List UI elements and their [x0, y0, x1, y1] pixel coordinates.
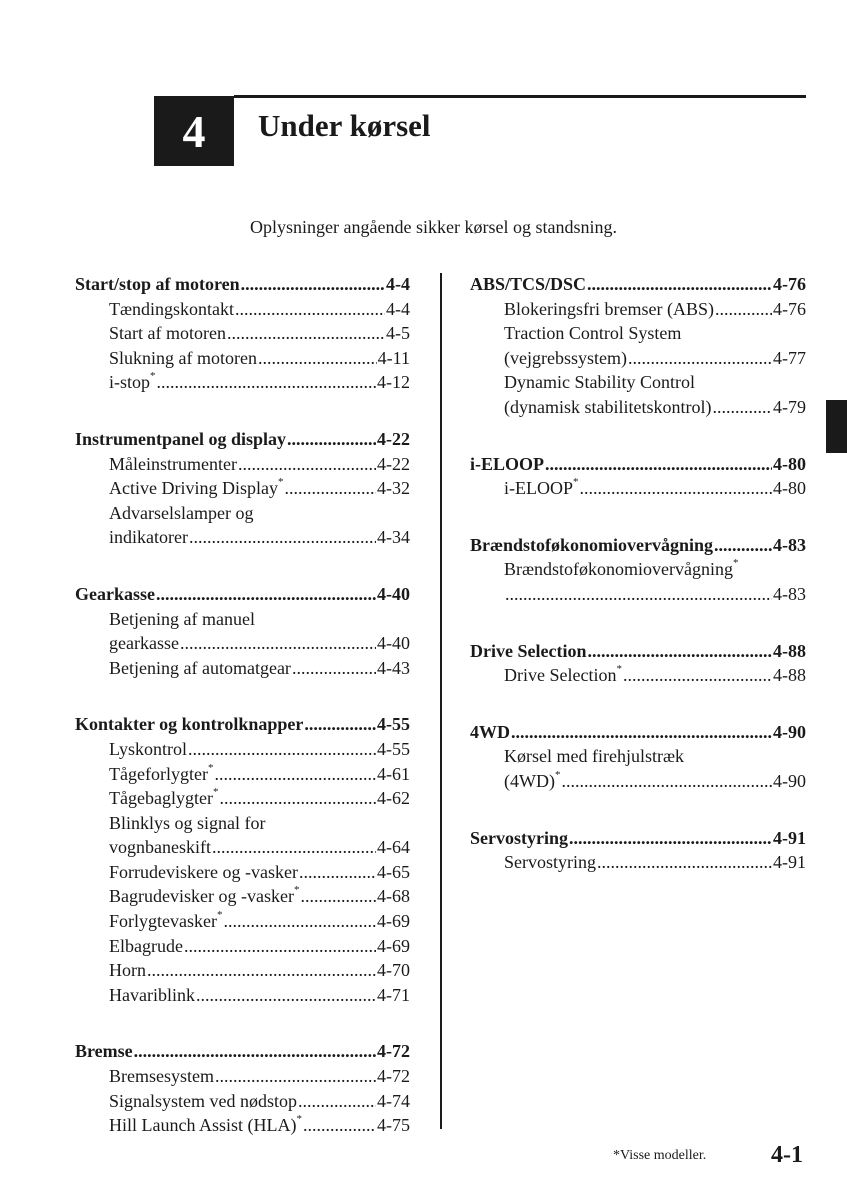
toc-entry[interactable] [75, 811, 410, 836]
toc-entry[interactable] [75, 786, 410, 811]
toc-entry-label: Kørsel med firehjulstræk [504, 746, 684, 767]
toc-entry-continuation-label: gearkasse [109, 633, 179, 654]
toc-entry-page: 4-69 [377, 911, 410, 932]
toc-entry[interactable] [75, 909, 410, 934]
toc-section-heading-label: Servostyring [470, 827, 568, 848]
toc-entry[interactable] [470, 297, 806, 322]
leader-dots [180, 631, 376, 656]
toc-entry-continuation[interactable] [470, 769, 806, 794]
toc-entry[interactable] [75, 983, 410, 1008]
toc-entry-continuation-page: 4-79 [773, 396, 806, 417]
toc-section-heading-label: i-ELOOP [470, 453, 545, 474]
toc-entry-label: Betjening af automatgear [109, 657, 291, 678]
toc-entry-page: 4-4 [386, 298, 410, 319]
toc-section-heading-label: Instrumentpanel og display [75, 428, 287, 449]
toc-entry-continuation-page: 4-83 [773, 583, 806, 604]
toc-entry-label: Brændstoføkonomiovervågning* [504, 557, 739, 580]
toc-entry[interactable] [75, 1113, 410, 1138]
toc-entry[interactable] [75, 1064, 410, 1089]
toc-section-heading-page: 4-91 [773, 827, 806, 848]
toc-entry-page: 4-69 [377, 935, 410, 956]
leader-dots [134, 1039, 376, 1064]
toc-entry-continuation-page: 4-77 [773, 347, 806, 368]
toc-section-heading[interactable] [470, 826, 806, 851]
leader-dots [561, 769, 772, 794]
leader-dots [223, 909, 376, 934]
leader-dots [227, 321, 385, 346]
toc-entry-label: Signalsystem ved nødstop [109, 1090, 297, 1111]
leader-dots [580, 476, 773, 501]
leader-dots [147, 958, 376, 983]
toc-entry-label: Tågebaglygter* [109, 786, 219, 809]
toc-entry[interactable] [75, 762, 410, 787]
leader-dots [587, 639, 772, 664]
toc-section [75, 582, 410, 680]
toc-entry[interactable] [75, 501, 410, 526]
toc-entry-label: Forlygtevasker* [109, 909, 223, 932]
toc-entry-label: Horn [109, 960, 146, 981]
toc-entry-label: Bremsesystem [109, 1066, 214, 1087]
toc-entry[interactable] [470, 476, 806, 501]
toc-entry[interactable] [75, 607, 410, 632]
chapter-side-tab [826, 400, 847, 453]
toc-entry-label: i-ELOOP* [504, 476, 579, 499]
leader-dots [219, 786, 376, 811]
toc-entry-label: Advarselslamper og [109, 502, 254, 523]
leader-dots [215, 1064, 376, 1089]
toc-entry-label: Active Driving Display* [109, 476, 284, 499]
toc-entry-label: Lyskontrol [109, 738, 188, 759]
toc-section-heading[interactable] [75, 272, 410, 297]
toc-entry-continuation-label: (4WD)* [504, 768, 561, 791]
toc-entry-label: Bagrudevisker og -vasker* [109, 884, 300, 907]
toc-entry-page: 4-74 [377, 1090, 410, 1111]
leader-dots [300, 884, 376, 909]
toc-section-heading-page: 4-22 [377, 428, 410, 449]
toc-entry-page: 4-11 [377, 347, 410, 368]
toc-entry-continuation[interactable] [75, 631, 410, 656]
toc-entry-label: Tågeforlygter* [109, 761, 214, 784]
toc-entry-continuation[interactable] [470, 582, 806, 607]
toc-entry-continuation[interactable] [470, 346, 806, 371]
toc-entry-page: 4-80 [773, 478, 806, 499]
toc-section-heading-page: 4-80 [773, 453, 806, 474]
toc-entry[interactable] [470, 557, 806, 582]
footnote: *Visse modeller. [613, 1148, 707, 1163]
toc-section-heading[interactable] [470, 639, 806, 664]
toc-entry-label: Traction Control System [504, 323, 682, 344]
leader-dots [505, 582, 772, 607]
toc-entry-page: 4-55 [377, 738, 410, 759]
toc-section-heading-label: Drive Selection [470, 640, 587, 661]
toc-entry-continuation[interactable] [75, 835, 410, 860]
toc-entry-page: 4-68 [377, 886, 410, 907]
toc-entry-label: Måleinstrumenter [109, 453, 237, 474]
toc-entry[interactable] [75, 321, 410, 346]
toc-entry-page: 4-32 [377, 478, 410, 499]
toc-entry[interactable] [75, 860, 410, 885]
toc-entry-page: 4-91 [773, 852, 806, 873]
leader-dots [587, 272, 772, 297]
leader-dots [238, 452, 376, 477]
toc-entry-page: 4-12 [377, 372, 410, 393]
toc-section-heading-page: 4-72 [377, 1041, 410, 1062]
leader-dots [189, 525, 376, 550]
leader-dots [569, 826, 772, 851]
toc-entry-continuation-label: indikatorer [109, 527, 188, 548]
leader-dots [196, 983, 376, 1008]
toc-section-heading[interactable] [75, 712, 410, 737]
leader-dots [545, 452, 772, 477]
chapter-number: 4 [182, 105, 206, 157]
toc-entry-label: Servostyring [504, 852, 596, 873]
toc-entry-label: Havariblink [109, 984, 195, 1005]
toc-section-heading-page: 4-4 [386, 274, 410, 294]
toc-entry-continuation-page: 4-64 [377, 837, 410, 858]
header-rule [234, 95, 806, 98]
toc-entry-continuation-label: vognbaneskift [109, 837, 211, 858]
leader-dots [304, 712, 376, 737]
toc-entry-continuation-label: (dynamisk stabilitetskontrol) [504, 396, 712, 417]
toc-right-column [470, 272, 806, 907]
toc-entry-continuation-page: 4-34 [377, 527, 410, 548]
leader-dots [214, 762, 376, 787]
toc-entry-page: 4-88 [773, 665, 806, 686]
leader-dots [712, 395, 772, 420]
leader-dots [292, 656, 376, 681]
toc-entry-label: Hill Launch Assist (HLA)* [109, 1113, 302, 1136]
toc-entry-continuation-page: 4-90 [773, 770, 806, 791]
toc-entry-page: 4-71 [377, 984, 410, 1005]
toc-entry[interactable] [470, 850, 806, 875]
toc-left-column [75, 272, 410, 1170]
toc-entry-continuation-page: 4-40 [377, 633, 410, 654]
toc-section [470, 639, 806, 688]
toc-section-heading-page: 4-76 [773, 274, 806, 294]
toc-section-heading-label: Gearkasse [75, 583, 155, 604]
toc-entry-page: 4-43 [377, 657, 410, 678]
toc-entry-label: Slukning af motoren [109, 347, 257, 368]
column-divider [440, 273, 442, 1129]
toc-entry-page: 4-62 [377, 788, 410, 809]
toc-entry[interactable] [75, 297, 410, 322]
toc-entry-label: Blinklys og signal for [109, 812, 266, 833]
toc-entry-label: Forrudeviskere og -vasker [109, 861, 298, 882]
toc-entry-label: Start af motoren [109, 323, 226, 344]
toc-entry-label: i-stop* [109, 370, 156, 393]
toc-entry-page: 4-61 [377, 763, 410, 784]
toc-section [470, 533, 806, 607]
toc-entry-page: 4-70 [377, 960, 410, 981]
leader-dots [156, 582, 376, 607]
leader-dots [184, 934, 376, 959]
toc-section [75, 1039, 410, 1137]
toc-section [470, 720, 806, 794]
toc-section-heading[interactable] [470, 720, 806, 745]
toc-entry[interactable] [75, 737, 410, 762]
toc-section-heading[interactable] [75, 427, 410, 452]
leader-dots [188, 737, 376, 762]
toc-entry-continuation[interactable] [470, 395, 806, 420]
leader-dots [623, 663, 772, 688]
toc-section [470, 272, 806, 420]
toc-entry[interactable] [470, 321, 806, 346]
toc-entry-page: 4-75 [377, 1115, 410, 1136]
leader-dots [303, 1113, 376, 1138]
toc-section-heading[interactable] [75, 582, 410, 607]
toc-section [470, 826, 806, 875]
leader-dots [299, 860, 376, 885]
toc-section-heading[interactable] [470, 452, 806, 477]
toc-entry-label: Elbagrude [109, 935, 183, 956]
toc-section-heading-page: 4-83 [773, 534, 806, 555]
toc-entry[interactable] [75, 452, 410, 477]
toc-entry-label: Drive Selection* [504, 663, 622, 686]
toc-entry[interactable] [75, 934, 410, 959]
toc-entry[interactable] [75, 1089, 410, 1114]
leader-dots [715, 297, 772, 322]
toc-entry[interactable] [75, 346, 410, 371]
toc-entry[interactable] [75, 958, 410, 983]
toc-entry-label: Blokeringsfri bremser (ABS) [504, 298, 714, 319]
toc-section-heading-page: 4-88 [773, 640, 806, 661]
leader-dots [212, 835, 376, 860]
toc-entry[interactable] [470, 744, 806, 769]
toc-section [470, 452, 806, 501]
toc-entry[interactable] [470, 663, 806, 688]
toc-section-heading[interactable] [75, 1039, 410, 1064]
leader-dots [235, 297, 385, 322]
toc-section-heading-label: 4WD [470, 721, 510, 742]
leader-dots [287, 427, 376, 452]
leader-dots [714, 533, 772, 558]
leader-dots [241, 272, 385, 297]
leader-dots [157, 370, 376, 395]
toc-section-heading-label: Brændstoføkonomiovervågning [470, 534, 714, 555]
leader-dots [298, 1089, 376, 1114]
chapter-number-box [154, 96, 234, 166]
leader-dots [511, 720, 772, 745]
toc-entry[interactable] [75, 884, 410, 909]
toc-entry-page: 4-22 [377, 453, 410, 474]
toc-section-heading[interactable] [470, 272, 806, 297]
page-number: 4-1 [771, 1142, 803, 1168]
toc-entry-continuation[interactable] [75, 525, 410, 550]
toc-entry[interactable] [75, 370, 410, 395]
leader-dots [258, 346, 377, 371]
toc-entry-page: 4-65 [377, 861, 410, 882]
toc-section-heading-page: 4-40 [377, 583, 410, 604]
toc-section-heading-label: Bremse [75, 1041, 133, 1062]
toc-entry-label: Tændingskontakt [109, 298, 234, 319]
toc-section-heading[interactable] [470, 533, 806, 558]
leader-dots [597, 850, 772, 875]
toc-entry[interactable] [75, 656, 410, 681]
toc-entry-page: 4-72 [377, 1066, 410, 1087]
toc-entry-label: Betjening af manuel [109, 608, 255, 629]
toc-section-heading-page: 4-90 [773, 721, 806, 742]
toc-section-heading-label: ABS/TCS/DSC [470, 274, 587, 294]
toc-section [75, 272, 410, 395]
toc-section-heading-label: Start/stop af motoren [75, 274, 240, 294]
toc-entry-label: Dynamic Stability Control [504, 372, 695, 393]
toc-section [75, 712, 410, 1007]
chapter-subtitle: Oplysninger angående sikker kørsel og standsning. [250, 217, 617, 237]
toc-section [75, 427, 410, 550]
chapter-title: Under kørsel [258, 108, 431, 143]
toc-entry-page: 4-5 [386, 323, 410, 344]
leader-dots [628, 346, 772, 371]
leader-dots [284, 476, 376, 501]
toc-section-heading-label: Kontakter og kontrolknapper [75, 714, 304, 735]
toc-section-heading-page: 4-55 [377, 714, 410, 735]
toc-entry[interactable] [75, 476, 410, 501]
toc-entry-page: 4-76 [773, 298, 806, 319]
toc-entry-continuation-label: (vejgrebssystem) [504, 347, 627, 368]
toc-entry[interactable] [470, 370, 806, 395]
